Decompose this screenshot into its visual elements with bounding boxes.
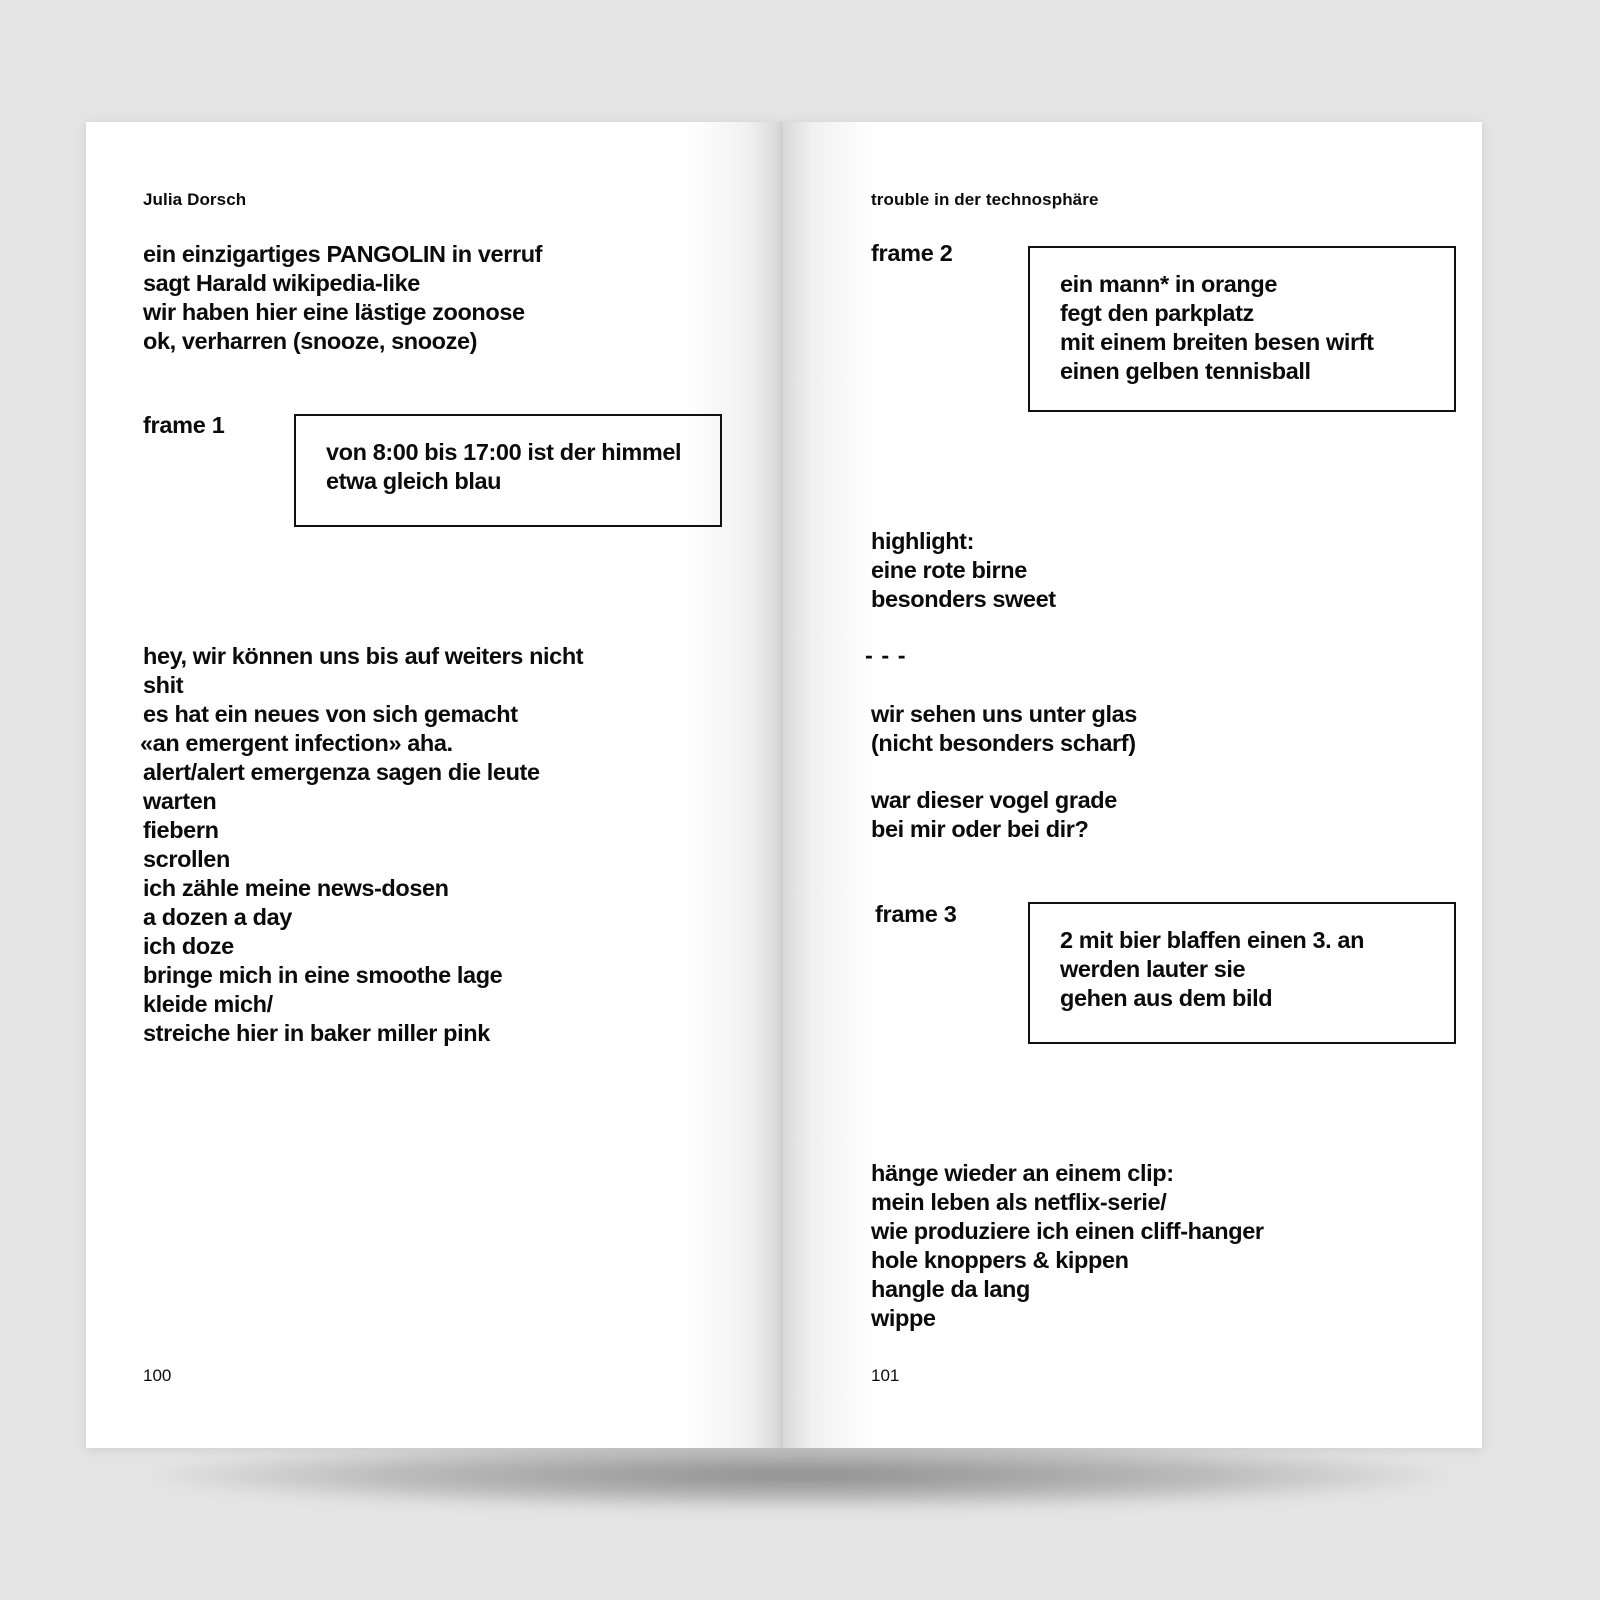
poem-line: shit: [143, 672, 184, 698]
running-head-title: trouble in der technosphäre: [871, 190, 1099, 209]
poem-line: hey, wir können uns bis auf weiters nicht: [143, 643, 584, 669]
stanza-vogel: [871, 786, 1117, 844]
stanza-emergent: [140, 642, 584, 1048]
stanza-glas: [871, 700, 1137, 758]
poem-line: alert/alert emergenza sagen die leute: [143, 759, 540, 785]
poem-line: highlight:: [871, 528, 975, 554]
frame-line: mit einem breiten besen wirft: [1060, 329, 1374, 355]
poem-line: ok, verharren (snooze, snooze): [143, 328, 478, 354]
poem-line: scrollen: [143, 846, 230, 872]
poem-line: bringe mich in eine smoothe lage: [143, 962, 503, 988]
poem-line: hole knoppers & kippen: [871, 1247, 1129, 1273]
frame-2-label: frame 2: [871, 240, 953, 266]
frame-line: einen gelben tennisball: [1060, 358, 1311, 384]
page-number-right: 101: [871, 1366, 900, 1385]
poem-line: ich zähle meine news-dosen: [143, 875, 449, 901]
poem-line: wippe: [871, 1305, 936, 1331]
running-head-author: Julia Dorsch: [143, 190, 247, 209]
stanza-clip: [871, 1159, 1264, 1333]
frame-line: von 8:00 bis 17:00 ist der himmel: [326, 439, 682, 465]
stanza-pangolin: [143, 240, 542, 356]
poem-line: hangle da lang: [871, 1276, 1030, 1302]
frame-3-box: [1028, 902, 1456, 1044]
poem-line: war dieser vogel grade: [871, 787, 1117, 813]
poem-line: a dozen a day: [143, 904, 292, 930]
poem-line: kleide mich/: [143, 991, 273, 1017]
poem-line: wir sehen uns unter glas: [871, 701, 1137, 727]
frame-line: fegt den parkplatz: [1060, 300, 1254, 326]
poem-line: ich doze: [143, 933, 234, 959]
poem-line: «an emergent infection» aha.: [140, 730, 453, 756]
poem-line: warten: [143, 788, 217, 814]
frame-line: etwa gleich blau: [326, 468, 502, 494]
frame-1-box: [294, 414, 722, 527]
frame-1-label: frame 1: [143, 412, 225, 438]
right-page: [783, 122, 1482, 1448]
stanza-highlight: [871, 527, 1056, 614]
book-shadow: [150, 1440, 1450, 1510]
left-page: [86, 122, 783, 1448]
poem-line: streiche hier in baker miller pink: [143, 1020, 490, 1046]
frame-line: ein mann* in orange: [1060, 271, 1277, 297]
page-number-left: 100: [143, 1366, 172, 1385]
frame-3-label: frame 3: [875, 901, 957, 927]
frame-line: gehen aus dem bild: [1060, 985, 1273, 1011]
poem-line: fiebern: [143, 817, 219, 843]
poem-line: (nicht besonders scharf): [871, 730, 1136, 756]
poem-line: sagt Harald wikipedia-like: [143, 270, 420, 296]
poem-line: bei mir oder bei dir?: [871, 816, 1089, 842]
poem-line: wir haben hier eine lästige zoonose: [143, 299, 525, 325]
poem-line: hänge wieder an einem clip:: [871, 1160, 1174, 1186]
frame-line: werden lauter sie: [1060, 956, 1246, 982]
poem-line: mein leben als netflix-serie/: [871, 1189, 1167, 1215]
frame-line: 2 mit bier blaffen einen 3. an: [1060, 927, 1365, 953]
poem-line: ein einzigartiges PANGOLIN in verruf: [143, 241, 543, 267]
poem-line: wie produziere ich einen cliff-hanger: [871, 1218, 1264, 1244]
section-divider: - - -: [865, 642, 907, 668]
poem-line: es hat ein neues von sich gemacht: [143, 701, 518, 727]
frame-2-box: [1028, 246, 1456, 412]
poem-line: besonders sweet: [871, 586, 1056, 612]
poem-line: eine rote birne: [871, 557, 1027, 583]
